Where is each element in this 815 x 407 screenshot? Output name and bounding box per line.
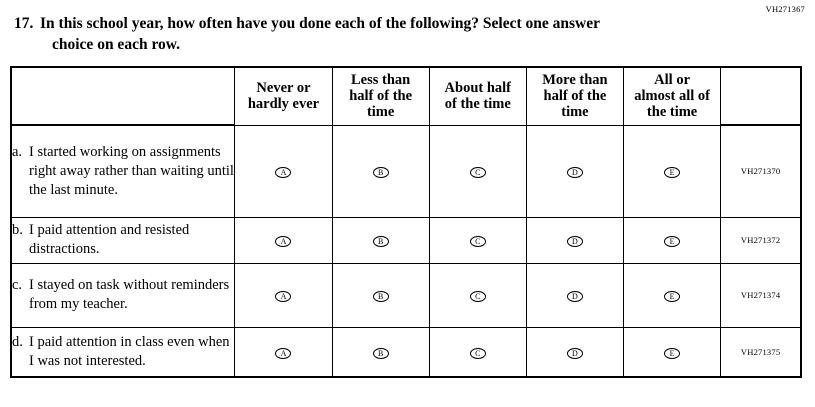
bubble-option-e[interactable]: E: [664, 348, 680, 359]
bubble-option-c[interactable]: C: [470, 167, 486, 178]
column-header-line: half of the: [543, 88, 607, 105]
option-cell-c-3[interactable]: [429, 263, 526, 327]
column-header-less-than-half-of-the-time: [332, 67, 429, 125]
table-row: [11, 217, 801, 263]
response-matrix-table: [10, 66, 802, 378]
bubble-option-e[interactable]: E: [664, 236, 680, 247]
option-cell-d-4[interactable]: [526, 327, 623, 377]
bubble-option-e[interactable]: E: [664, 167, 680, 178]
column-header-about-half-of-the-time: [429, 67, 526, 125]
column-header-line: time: [366, 104, 395, 121]
column-header-line: Never or: [256, 80, 311, 97]
bubble-option-d[interactable]: D: [567, 236, 583, 247]
option-cell-d-3[interactable]: [429, 327, 526, 377]
bubble-option-a[interactable]: A: [275, 236, 291, 247]
option-cell-b-2[interactable]: [332, 217, 429, 263]
option-cell-a-2[interactable]: [332, 125, 429, 217]
bubble-option-d[interactable]: D: [567, 291, 583, 302]
question-text-line2: choice on each row.: [52, 35, 181, 53]
option-cell-c-5[interactable]: [624, 263, 721, 327]
bubble-option-d[interactable]: D: [567, 167, 583, 178]
row-item-code: VH271370: [721, 125, 801, 217]
option-cell-b-3[interactable]: [429, 217, 526, 263]
option-cell-d-2[interactable]: [332, 327, 429, 377]
bubble-option-a[interactable]: A: [275, 348, 291, 359]
row-item-code: VH271374: [721, 263, 801, 327]
column-header-stem: [11, 67, 235, 125]
column-header-line: of the time: [444, 96, 511, 113]
row-text: I paid attention and resisted distractions.: [29, 222, 190, 257]
question-text-emphasis: one: [525, 15, 549, 32]
column-header-never-or-hardly-ever: [235, 67, 332, 125]
option-cell-d-1[interactable]: [235, 327, 332, 377]
table-header-row: [11, 67, 801, 125]
row-stem-d: [11, 327, 235, 377]
column-header-line: All or: [654, 71, 691, 88]
row-item-code: VH271375: [721, 327, 801, 377]
question-number: 17.: [14, 15, 34, 32]
column-header-all-or-almost-all-of-the-time: [624, 67, 721, 125]
bubble-option-a[interactable]: A: [275, 291, 291, 302]
option-cell-c-4[interactable]: [526, 263, 623, 327]
question-text-line1-end: answer: [548, 15, 601, 32]
bubble-option-d[interactable]: D: [567, 348, 583, 359]
row-letter: c.: [12, 277, 23, 294]
option-cell-c-1[interactable]: [235, 263, 332, 327]
bubble-option-b[interactable]: B: [373, 236, 389, 247]
bubble-option-b[interactable]: B: [373, 291, 389, 302]
bubble-option-b[interactable]: B: [373, 348, 389, 359]
column-header-line: Less than: [351, 71, 411, 88]
option-cell-a-3[interactable]: [429, 125, 526, 217]
question-prompt: [14, 14, 774, 56]
page-corner-code: VH271367: [765, 4, 805, 14]
row-text: I started working on assignments right away rather than waiting until the last minute.: [29, 144, 234, 198]
table-row: [11, 263, 801, 327]
option-cell-a-1[interactable]: [235, 125, 332, 217]
column-header-line: almost all of: [634, 88, 710, 105]
column-header-line: More than: [542, 71, 608, 88]
column-header-item-code: [721, 67, 801, 125]
column-header-line: About half: [444, 80, 512, 97]
row-text: I paid attention in class even when I was not interested.: [29, 334, 230, 369]
column-header-line: the time: [646, 104, 698, 121]
bubble-option-b[interactable]: B: [373, 167, 389, 178]
row-letter: d.: [12, 334, 23, 351]
table-row: [11, 125, 801, 217]
row-text: I stayed on task without reminders from my teacher.: [29, 277, 230, 312]
option-cell-c-2[interactable]: [332, 263, 429, 327]
bubble-option-c[interactable]: C: [470, 291, 486, 302]
bubble-option-c[interactable]: C: [470, 236, 486, 247]
question-text-line1: In this school year, how often have you done each of the following? Select: [40, 15, 526, 32]
row-letter: a.: [12, 144, 23, 161]
option-cell-b-5[interactable]: [624, 217, 721, 263]
bubble-option-e[interactable]: E: [664, 291, 680, 302]
option-cell-d-5[interactable]: [624, 327, 721, 377]
option-cell-b-1[interactable]: [235, 217, 332, 263]
column-header-line: hardly ever: [247, 96, 320, 113]
row-stem-a: [11, 125, 235, 217]
bubble-option-a[interactable]: A: [275, 167, 291, 178]
bubble-option-c[interactable]: C: [470, 348, 486, 359]
option-cell-a-4[interactable]: [526, 125, 623, 217]
row-stem-c: [11, 263, 235, 327]
table-row: [11, 327, 801, 377]
row-letter: b.: [12, 222, 23, 239]
column-header-more-than-half-of-the-time: [526, 67, 623, 125]
option-cell-a-5[interactable]: [624, 125, 721, 217]
option-cell-b-4[interactable]: [526, 217, 623, 263]
column-header-line: half of the: [349, 88, 413, 105]
row-item-code: VH271372: [721, 217, 801, 263]
row-stem-b: [11, 217, 235, 263]
column-header-line: time: [561, 104, 589, 121]
